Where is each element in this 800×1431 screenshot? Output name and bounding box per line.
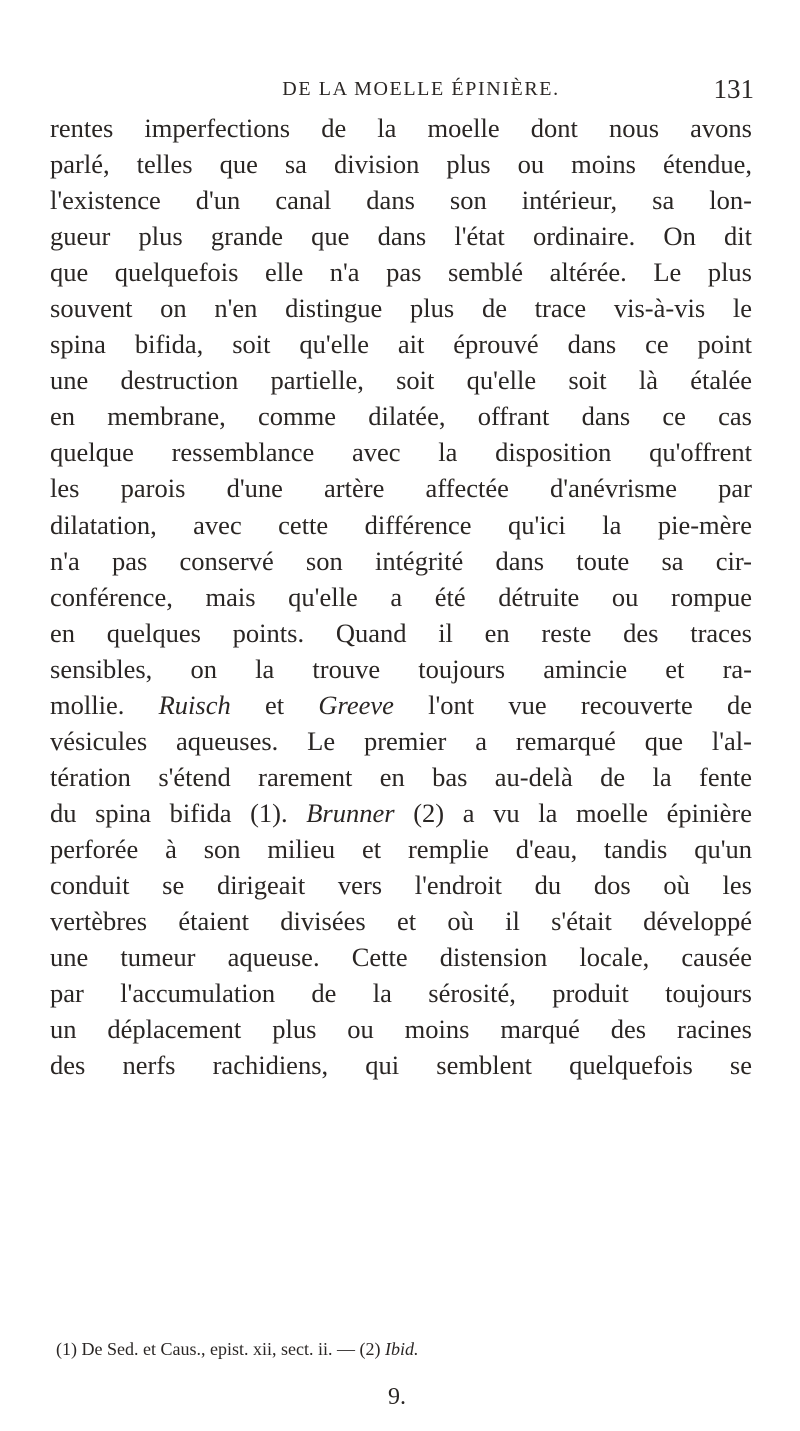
text-run: perforée à son milieu et remplie d'eau, tandis qu'un [50,833,752,864]
text-line [50,146,752,182]
italic-name: Ruisch [158,689,231,720]
text-line [50,975,752,1011]
text-line [50,326,752,362]
body-text [50,110,752,1083]
text-line [50,903,752,939]
text-line [50,759,752,795]
page-number: 131 [713,74,754,104]
text-run: parlé, telles que sa division plus ou moins étendue, [50,149,752,180]
text-line [50,651,752,687]
text-line [50,1011,752,1047]
text-run: quelque ressemblance avec la disposition qu'offrent [50,437,752,468]
text-run: spina bifida, soit qu'elle ait éprouvé dans ce point [50,329,752,360]
text-run: en quelques points. Quand il en reste des traces [50,617,752,648]
text-run: un déplacement plus ou moins marqué des racines [50,1014,752,1045]
text-run: (2) a vu la moelle épinière [394,797,752,828]
text-line [50,939,752,975]
text-run: mollie. [50,689,159,720]
text-line [50,723,752,759]
text-run: du spina bifida (1). [50,797,307,828]
text-line [50,470,752,506]
text-line [50,543,752,579]
text-line [50,579,752,615]
text-line [50,254,752,290]
text-line [50,398,752,434]
text-run: rentes imperfections de la moelle dont nous avons [50,113,752,143]
text-run: n'a pas conservé son intégrité dans toute sa cir- [50,545,752,576]
italic-name: Greeve [318,689,394,720]
text-line [50,182,752,218]
footnote-text: (1) De Sed. et Caus., epist. xii, sect. ii. — (2) [56,1339,385,1359]
text-line [50,110,752,146]
text-run: l'existence d'un canal dans son intérieur, sa lon- [50,185,752,216]
text-line [50,795,752,831]
text-line [50,290,752,326]
text-run: conduit se dirigeait vers l'endroit du dos où les [50,869,752,900]
footnotes [56,1339,418,1360]
signature-mark: 9. [388,1384,406,1410]
text-line [50,1047,752,1083]
footnote-text: Ibid. [384,1339,419,1359]
text-run: l'ont vue recouverte de [393,689,752,720]
text-line [50,867,752,903]
text-line [50,218,752,254]
text-run: les parois d'une artère affectée d'anévrisme par [50,473,752,504]
text-run: sensibles, on la trouve toujours amincie et ra- [50,653,752,684]
text-run: une destruction partielle, soit qu'elle soit là étalée [50,365,752,396]
text-run: tération s'étend rarement en bas au-delà de la fente [50,761,752,792]
text-line [50,831,752,867]
text-run: en membrane, comme dilatée, offrant dans ce cas [50,401,752,432]
text-run: gueur plus grande que dans l'état ordinaire. On dit [50,221,752,252]
running-title: DE LA MOELLE ÉPINIÈRE. [282,78,560,100]
text-run: vertèbres étaient divisées et où il s'était développé [50,906,752,937]
text-line [50,615,752,651]
text-line [50,687,752,723]
text-line [50,507,752,543]
text-run: par l'accumulation de la sérosité, produit toujours [50,978,752,1009]
text-line [50,434,752,470]
text-line [50,362,752,398]
text-run: et [230,689,319,720]
italic-name: Brunner [306,797,395,828]
text-run: souvent on n'en distingue plus de trace vis-à-vis le [50,293,752,324]
text-run: vésicules aqueuses. Le premier a remarqué que l'al- [50,725,752,756]
text-run: une tumeur aqueuse. Cette distension locale, causée [50,942,752,973]
text-run: que quelquefois elle n'a pas semblé altérée. Le plus [50,257,752,288]
text-run: conférence, mais qu'elle a été détruite ou rompue [50,581,752,612]
text-run: dilatation, avec cette différence qu'ici la pie-mère [50,509,752,540]
text-run: des nerfs rachidiens, qui semblent quelquefois se [50,1050,752,1081]
